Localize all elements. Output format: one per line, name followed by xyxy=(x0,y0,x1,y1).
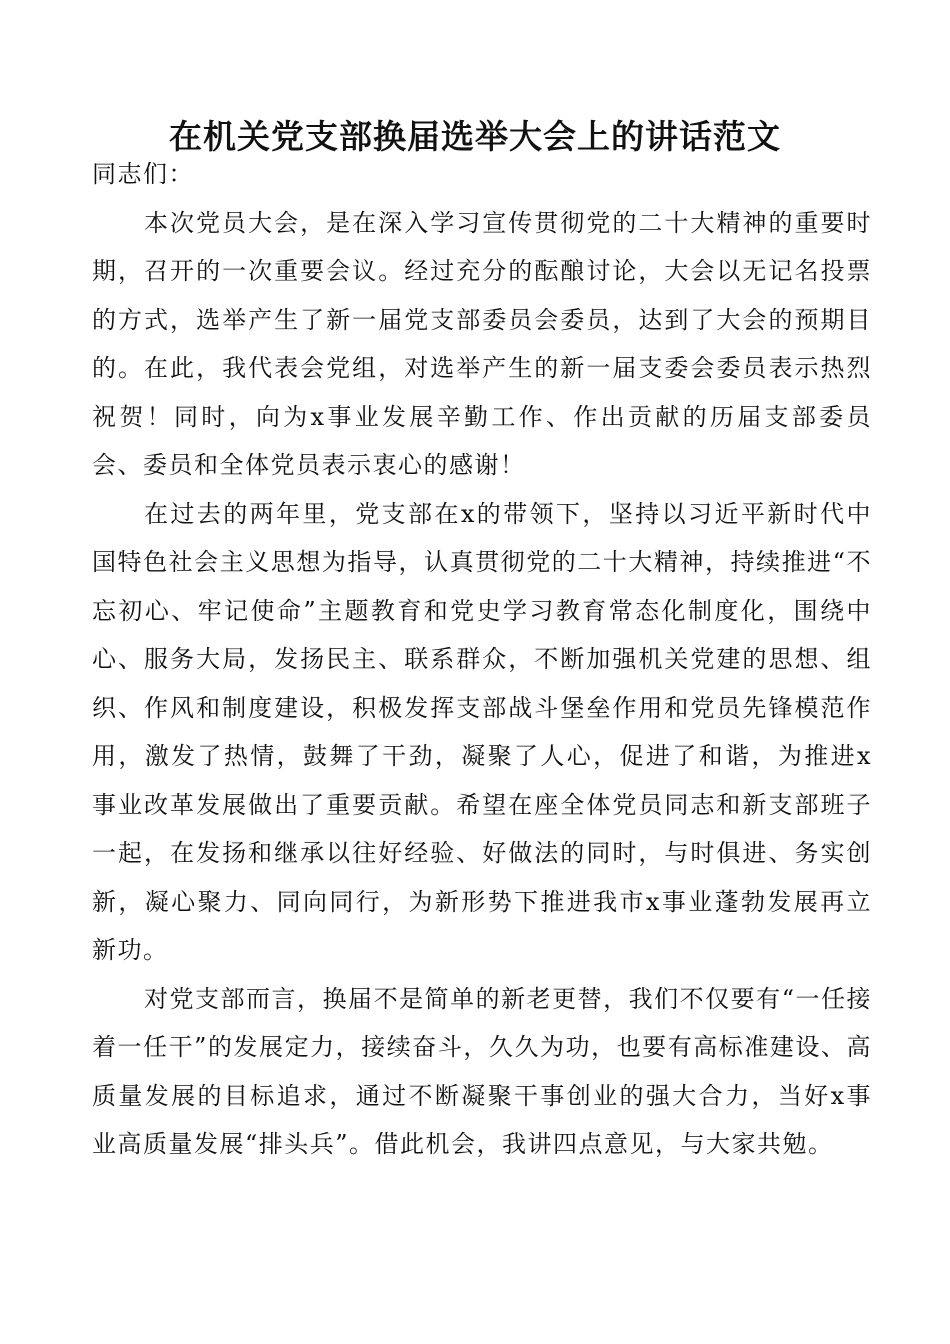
document-body xyxy=(92,150,872,1169)
paragraph-3: 对党支部而言，换届不是简单的新老更替，我们不仅要有“一任接着一任干”的发展定力，接续奋斗，久久为功，也要有高标准建设、高质量发展的目标追求，通过不断凝聚干事创业的强大合力，当好x事业高质量发展“排头兵”。借此机会，我讲四点意见，与大家共勉。 xyxy=(92,984,872,1158)
paragraph-1: 本次党员大会，是在深入学习宣传贯彻党的二十大精神的重要时期，召开的一次重要会议。经过充分的酝酿讨论，大会以无记名投票的方式，选举产生了新一届党支部委员会委员，达到了大会的预期目的。在此，我代表会党组，对选举产生的新一届支委会委员表示热烈祝贺！同时，向为x事业发展辛勤工作、作出贡献的历届支部委员会、委员和全体党员表示衷心的感谢！ xyxy=(92,208,872,479)
salutation: 同志们： xyxy=(92,160,194,188)
paragraph-2: 在过去的两年里，党支部在x的带领下，坚持以习近平新时代中国特色社会主义思想为指导，认真贯彻党的二十大精神，持续推进“不忘初心、牢记使命”主题教育和党史学习教育常态化制度化，围绕中心、服务大局，发扬民主、联系群众，不断加强机关党建的思想、组织、作风和制度建设，积极发挥支部战斗堡垒作用和党员先锋模范作用，激发了热情，鼓舞了干劲，凝聚了人心，促进了和谐，为推进x事业改革发展做出了重要贡献。希望在座全体党员同志和新支部班子一起，在发扬和继承以往好经验、好做法的同时，与时俱进、务实创新，凝心聚力、同向同行，为新形势下推进我市x事业蓬勃发展再立新功。 xyxy=(92,499,872,964)
document-title: 在机关党支部换届选举大会上的讲话范文 xyxy=(169,117,781,156)
